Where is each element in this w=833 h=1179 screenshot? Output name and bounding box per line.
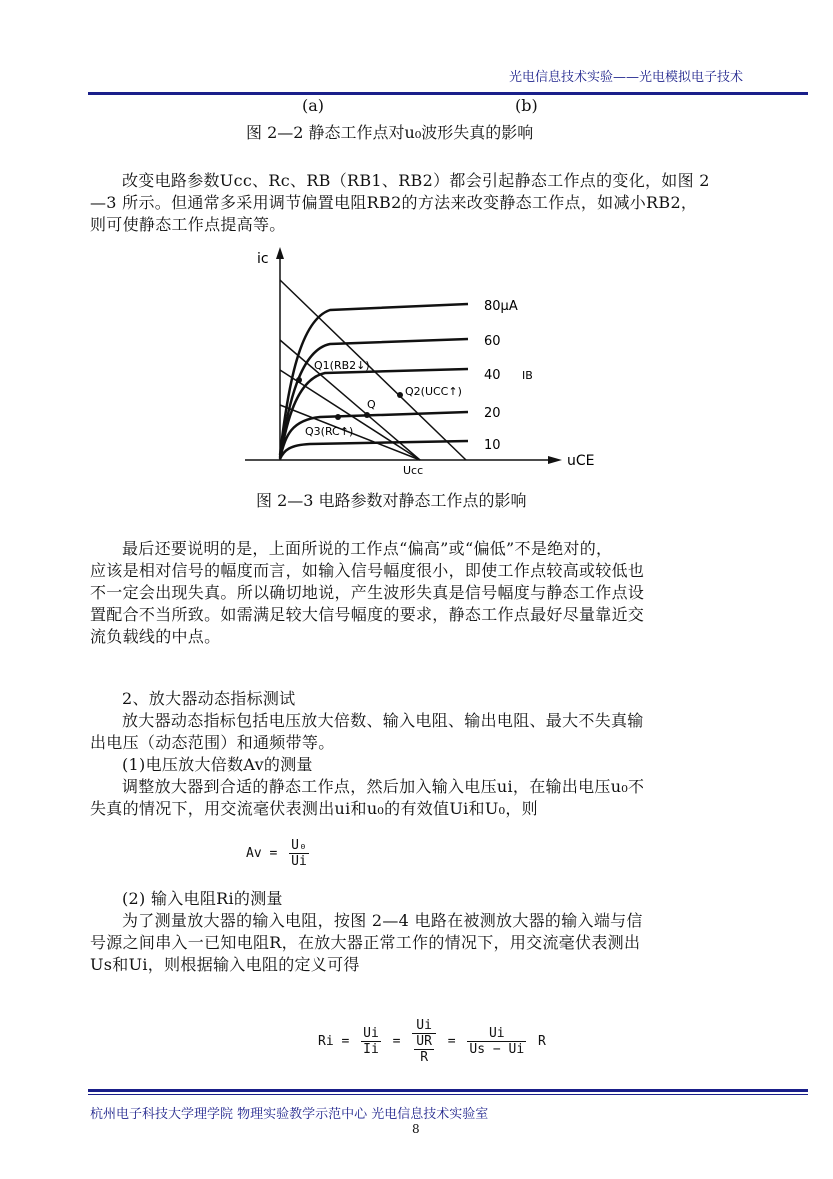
paragraph-1 bbox=[90, 170, 750, 236]
section2-intro-line-1: 放大器动态指标包括电压放大倍数、输入电阻、输出电阻、最大不失真输 bbox=[122, 711, 644, 730]
q2-label: Q2(UCC↑) bbox=[405, 385, 462, 398]
ucc-label: Ucc bbox=[403, 464, 424, 477]
fig23-chart bbox=[230, 245, 610, 485]
section2-intro-line-2: 出电压（动态范围）和通频带等。 bbox=[90, 733, 335, 752]
sub2-line-3: Us和Ui，则根据输入电阻的定义可得 bbox=[90, 955, 360, 974]
sub1-line-1: 调整放大器到合适的静态工作点，然后加入输入电压ui，在输出电压u₀不 bbox=[122, 777, 645, 796]
section-2 bbox=[90, 688, 750, 820]
formula-ri-tail: R bbox=[538, 1034, 546, 1049]
q3-label: Q3(RC↑) bbox=[305, 425, 354, 438]
formula-ri-f1-den: Ii bbox=[363, 1042, 379, 1057]
fig22-label-a: (a) bbox=[302, 96, 325, 115]
footer-text: 杭州电子科技大学理学院 物理实验教学示范中心 光电信息技术实验室 bbox=[90, 1107, 489, 1122]
curve-label-80: 80μA bbox=[484, 299, 518, 314]
ib-label: IB bbox=[522, 369, 533, 382]
paragraph-2 bbox=[90, 538, 750, 648]
formula-ri-frac2 bbox=[412, 1018, 436, 1065]
para2-line-5: 流负载线的中点。 bbox=[90, 627, 221, 646]
formula-ri-eq2: = bbox=[447, 1034, 456, 1049]
point-q3 bbox=[335, 414, 341, 420]
section2-heading: 2、放大器动态指标测试 bbox=[122, 689, 296, 708]
curve-label-10: 10 bbox=[484, 438, 501, 453]
page-number: 8 bbox=[412, 1122, 420, 1136]
formula-ri-frac1 bbox=[361, 1026, 381, 1057]
header-divider bbox=[88, 92, 808, 95]
sub1-line-2: 失真的情况下，用交流毫伏表测出ui和u₀的有效值Ui和U₀，则 bbox=[90, 799, 538, 818]
point-q1 bbox=[296, 377, 302, 383]
formula-ri-f1-num: Ui bbox=[363, 1026, 379, 1041]
curve-label-20: 20 bbox=[484, 406, 501, 421]
formula-ri-lhs: Ri = bbox=[318, 1034, 350, 1049]
formula-ri-f2-den-den: R bbox=[420, 1050, 429, 1065]
sub2-line-2: 号源之间串入一已知电阻R，在放大器正常工作的情况下，用交流毫伏表测出 bbox=[90, 933, 641, 952]
formula-ri-f2-num: Ui bbox=[412, 1018, 436, 1034]
formula-av-den: Ui bbox=[291, 854, 307, 869]
y-axis-label: ic bbox=[257, 251, 269, 267]
sub2-line-1: 为了测量放大器的输入电阻，按图 2—4 电路在被测放大器的输入端与信 bbox=[122, 911, 643, 930]
curve-label-60: 60 bbox=[484, 334, 501, 349]
curve-label-40: 40 bbox=[484, 368, 501, 383]
point-q2 bbox=[397, 392, 403, 398]
fig23-caption: 图 2—3 电路参数对静态工作点的影响 bbox=[256, 491, 527, 510]
q1-label: Q1(RB2↓) bbox=[314, 359, 370, 372]
formula-ri-f3-num: Ui bbox=[467, 1026, 526, 1042]
y-axis-arrow bbox=[276, 247, 284, 259]
formula-ri-f3-den: Us − Ui bbox=[469, 1042, 525, 1057]
para2-line-4: 置配合不当所致。如需满足较大信号幅度的要求，静态工作点最好尽量靠近交 bbox=[90, 605, 645, 624]
fig22-caption: 图 2—2 静态工作点对u₀波形失真的影响 bbox=[246, 123, 534, 142]
formula-ri-f2-den bbox=[412, 1034, 436, 1065]
point-q bbox=[364, 412, 370, 418]
para1-line-3: 则可使静态工作点提高等。 bbox=[90, 215, 286, 234]
sub1-heading: (1)电压放大倍数Av的测量 bbox=[122, 755, 313, 774]
q-label: Q bbox=[367, 398, 376, 411]
formula-ri bbox=[318, 1018, 546, 1065]
formula-ri-eq1: = bbox=[392, 1034, 401, 1049]
footer-divider-thin bbox=[88, 1094, 808, 1095]
section-2-sub2 bbox=[90, 888, 750, 976]
formula-av-lhs: Av = bbox=[246, 846, 278, 861]
footer-divider-thick bbox=[88, 1089, 808, 1092]
curve-10 bbox=[280, 441, 468, 459]
x-axis-label: uCE bbox=[567, 453, 595, 469]
fig22-label-b: (b) bbox=[515, 96, 538, 115]
para1-line-2: —3 所示。但通常多采用调节偏置电阻RB2的方法来改变静态工作点，如减小RB2， bbox=[90, 193, 698, 212]
formula-av-num: U₀ bbox=[291, 838, 307, 853]
sub2-heading: (2) 输入电阻Ri的测量 bbox=[122, 889, 283, 908]
formula-av-fraction bbox=[289, 838, 309, 869]
formula-ri-f2-den-num: UR bbox=[416, 1034, 432, 1049]
formula-ri-frac3 bbox=[467, 1026, 526, 1057]
para1-line-1: 改变电路参数Ucc、Rc、RB（RB1、RB2）都会引起静态工作点的变化，如图 2 bbox=[122, 171, 710, 190]
para2-line-2: 应该是相对信号的幅度而言，如输入信号幅度很小，即使工作点较高或较低也 bbox=[90, 561, 645, 580]
page-header-title: 光电信息技术实验——光电模拟电子技术 bbox=[508, 70, 743, 85]
x-axis-arrow bbox=[548, 456, 562, 464]
para2-line-3: 不一定会出现失真。所以确切地说，产生波形失真是信号幅度与静态工作点设 bbox=[90, 583, 645, 602]
formula-av bbox=[246, 838, 313, 869]
para2-line-1: 最后还要说明的是，上面所说的工作点“偏高”或“偏低”不是绝对的， bbox=[122, 539, 613, 558]
